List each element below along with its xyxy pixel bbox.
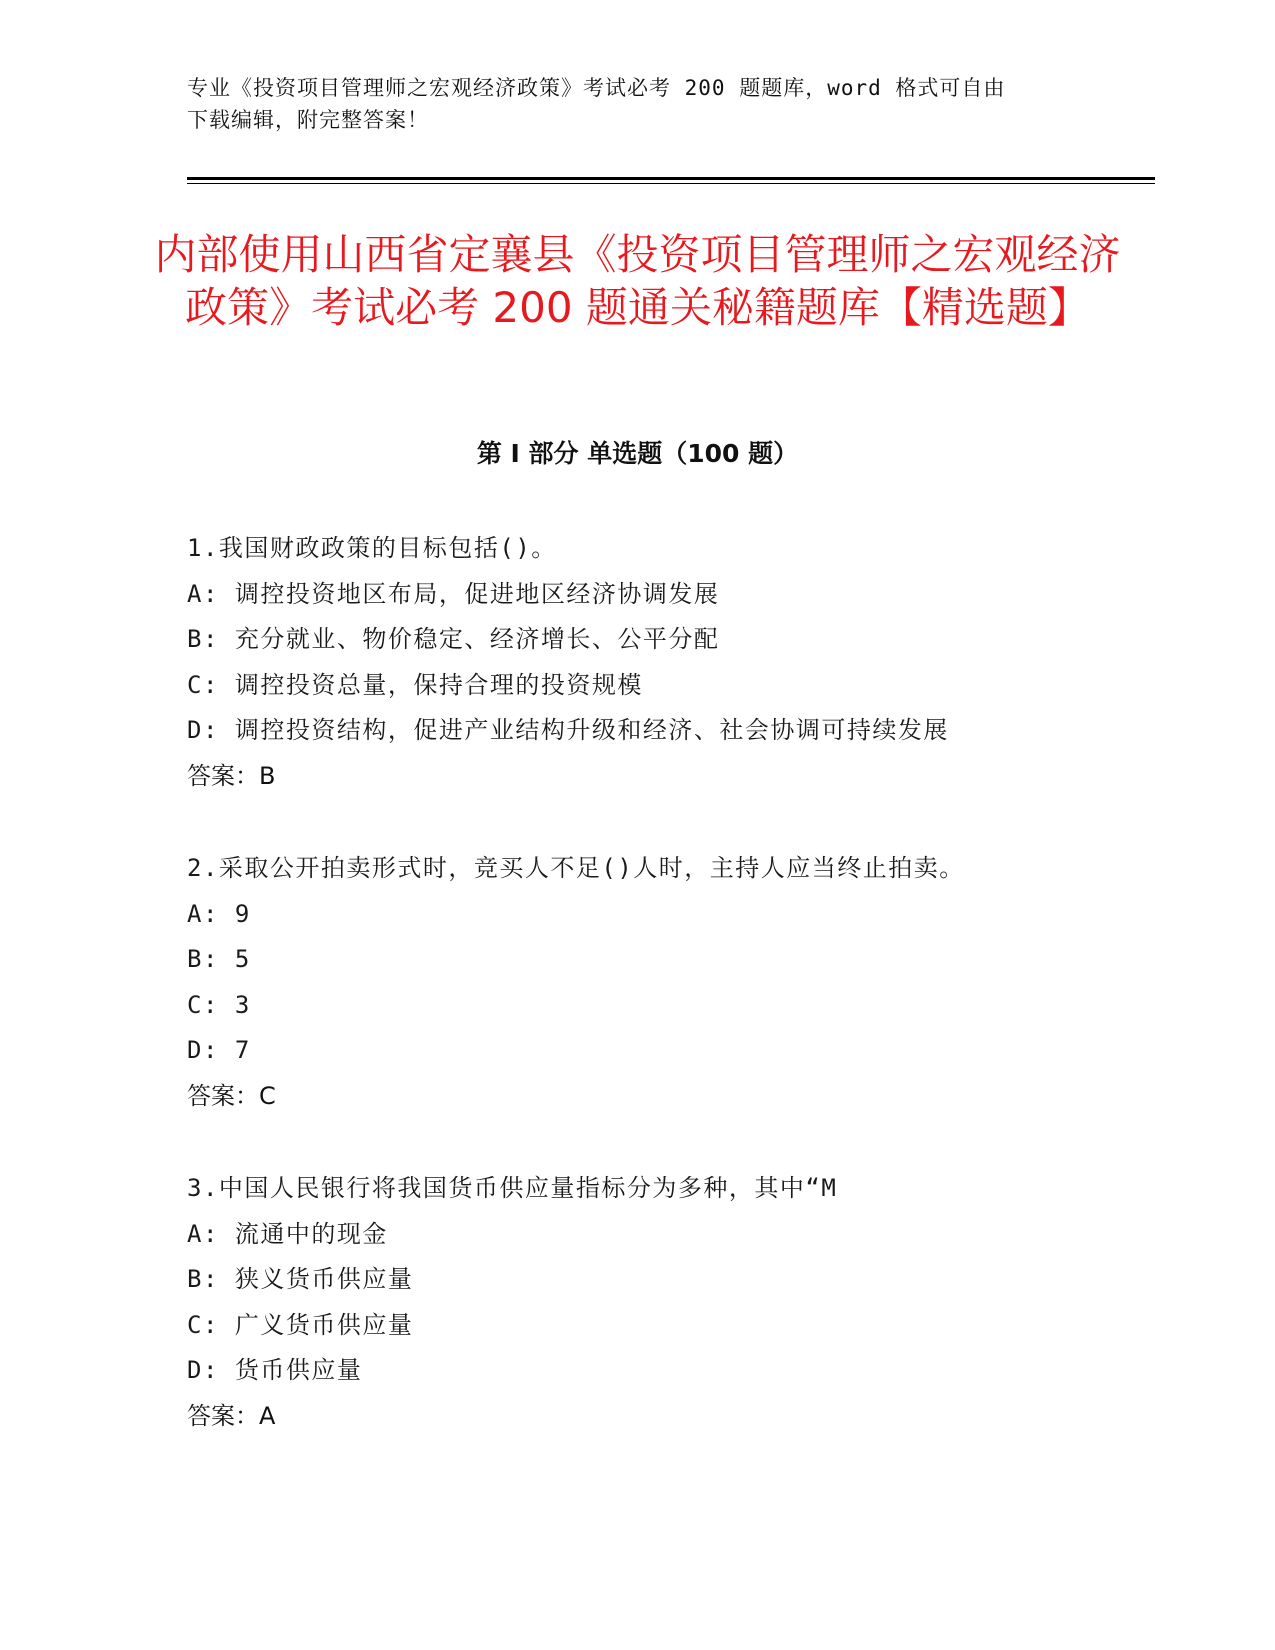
option-b: B: 充分就业、物价稳定、经济增长、公平分配 [187,625,720,653]
option-b: B: 5 [187,945,251,973]
option-b: B: 狭义货币供应量 [187,1265,414,1293]
option-a: A: 9 [187,899,251,928]
header-note [187,72,1087,136]
option-d: D: 7 [187,1036,251,1064]
option-d: D: 货币供应量 [187,1356,363,1384]
option-c: C: 广义货币供应量 [187,1310,414,1339]
question-text: 1.我国财政政策的目标包括()。 [187,534,557,562]
option-a: A: 流通中的现金 [187,1219,388,1248]
answer: 答案：A [187,1401,276,1430]
question-text: 2.采取公开拍卖形式时，竞买人不足()人时，主持人应当终止拍卖。 [187,854,965,882]
question-1 [187,526,1127,799]
header-rule-thin [187,183,1155,184]
question-3 [187,1166,1127,1439]
option-c: C: 3 [187,990,251,1019]
option-d: D: 调控投资结构，促进产业结构升级和经济、社会协调可持续发展 [187,716,949,744]
question-2 [187,846,1127,1119]
header-rule-thick [187,177,1155,180]
header-note-line-2: 下载编辑，附完整答案！ [187,108,429,132]
question-list [187,526,1127,1486]
option-a: A: 调控投资地区布局，促进地区经济协调发展 [187,579,720,608]
option-c: C: 调控投资总量，保持合理的投资规模 [187,670,643,699]
answer: 答案：B [187,761,276,790]
question-text: 3.中国人民银行将我国货币供应量指标分为多种，其中“M [187,1174,838,1202]
section-heading: 第 I 部分 单选题（100 题） [476,439,799,468]
answer: 答案：C [187,1081,276,1110]
header-note-line-1: 专业《投资项目管理师之宏观经济政策》考试必考 200 题题库，word 格式可自由 [187,76,1006,100]
document-title: 内部使用山西省定襄县《投资项目管理师之宏观经济政策》考试必考 200 题通关秘籍题库【精选题】 [154,230,1121,332]
